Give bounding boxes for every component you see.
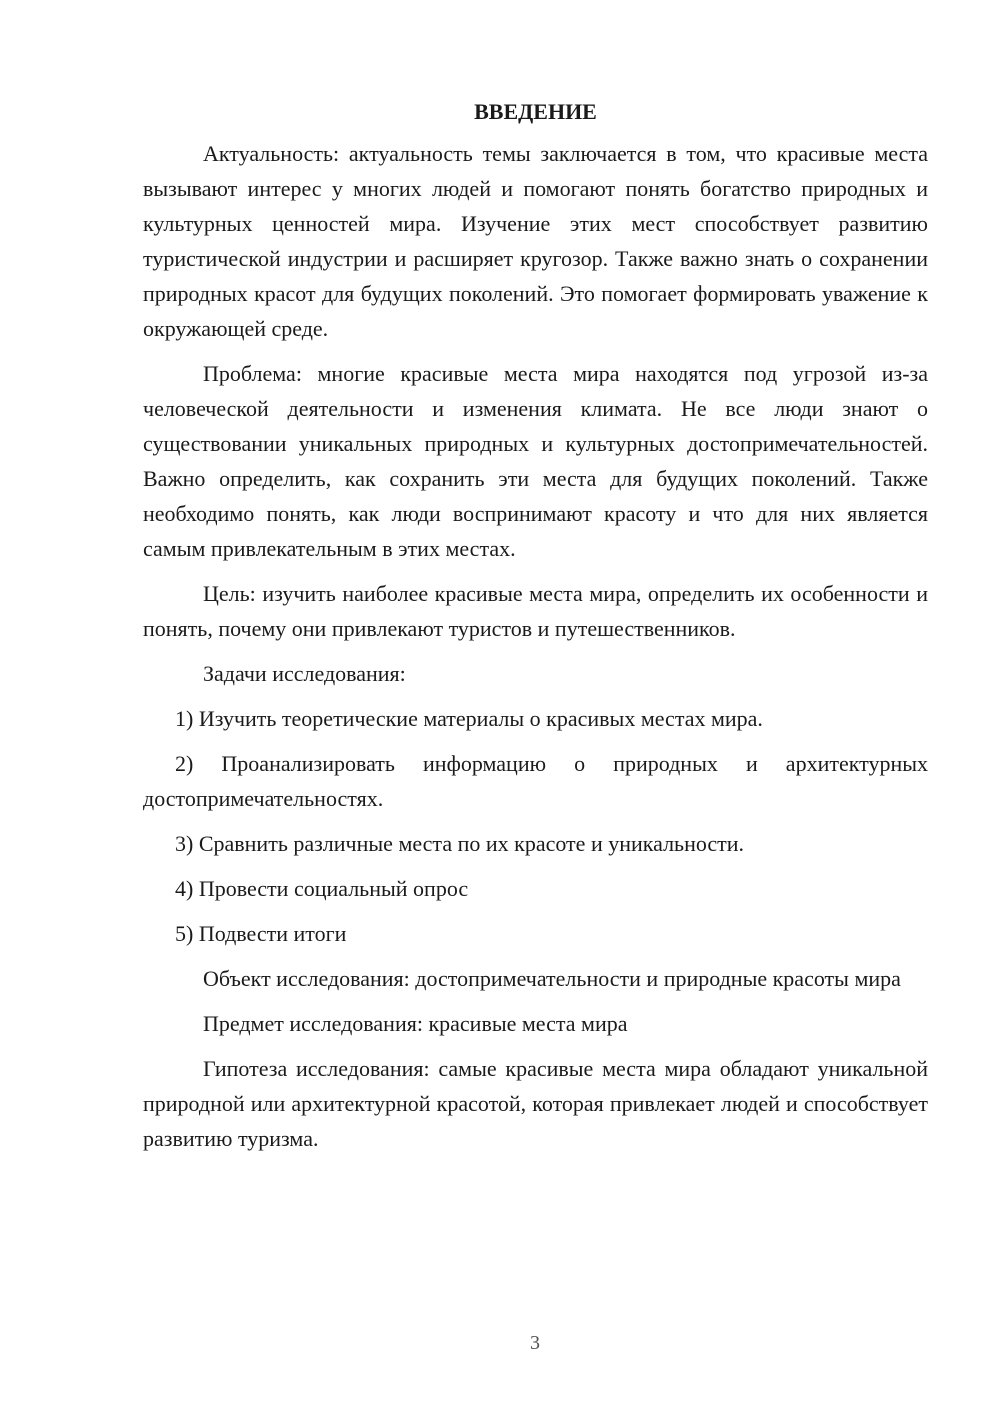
problem-paragraph: Проблема: многие красивые места мира находятся под угрозой из-за человеческой деятельности и изменения климата. Не все люди знают о существовании уникальных природных и культурных достопримечательностей. Важно определить, как сохранить эти места для будущих поколений. Также необходимо понять, как люди воспринимают красоту и что для них является самым привлекательным в этих местах.	[143, 361, 928, 561]
subject-paragraph: Предмет исследования: красивые места мира	[203, 1011, 628, 1036]
task-item-4: 4) Провести социальный опрос	[175, 876, 469, 901]
goal-paragraph: Цель: изучить наиболее красивые места мира, определить их особенности и понять, почему они привлекают туристов и путешественников.	[143, 581, 928, 641]
page-title: ВВЕДЕНИЕ	[474, 99, 597, 124]
task-item-1: 1) Изучить теоретические материалы о красивых местах мира.	[175, 706, 763, 731]
relevance-paragraph: Актуальность: актуальность темы заключается в том, что красивые места вызывают интерес у многих людей и помогают понять богатство природных и культурных ценностей мира. Изучение этих мест способствует развитию туристической индустрии и расширяет кругозор. Также важно знать о сохранении природных красот для будущих поколений. Это помогает формировать уважение к окружающей среде.	[143, 141, 928, 341]
document-body	[143, 96, 928, 1166]
task-item-5: 5) Подвести итоги	[175, 921, 347, 946]
hypothesis-paragraph: Гипотеза исследования: самые красивые места мира обладают уникальной природной или архитектурной красотой, которая привлекает людей и способствует развитию туризма.	[143, 1056, 928, 1151]
object-paragraph: Объект исследования: достопримечательности и природные красоты мира	[203, 966, 901, 991]
task-item-2: 2) Проанализировать информацию о природных и архитектурных достопримечательностях.	[143, 751, 928, 811]
page-number: 3	[530, 1332, 540, 1354]
task-item-3: 3) Сравнить различные места по их красоте и уникальности.	[175, 831, 745, 856]
tasks-heading: Задачи исследования:	[203, 661, 406, 686]
